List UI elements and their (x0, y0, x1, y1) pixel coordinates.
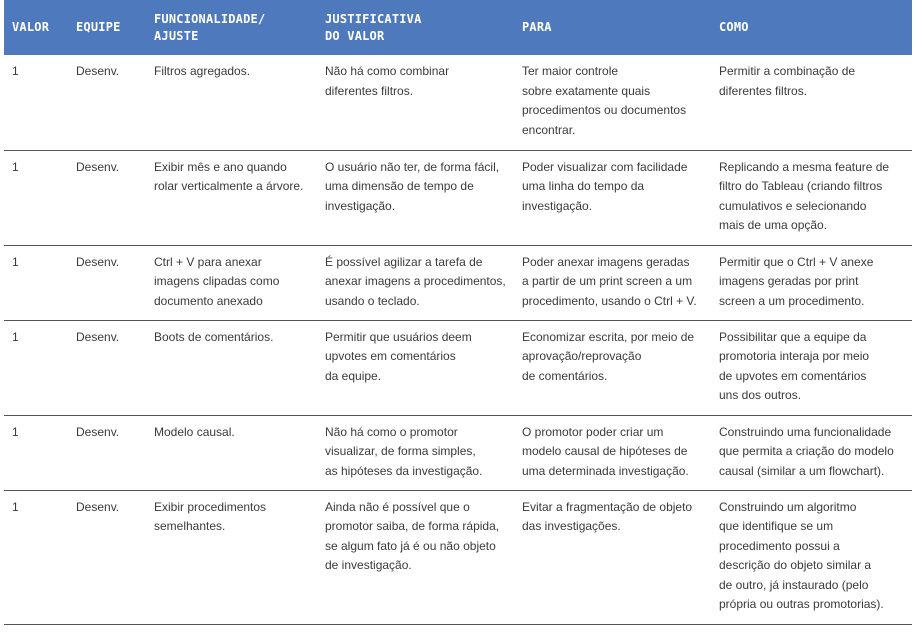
cell-funcionalidade: Filtros agregados. (146, 55, 317, 150)
header-equipe: EQUIPE (68, 0, 146, 55)
cell-como: Permitir que o Ctrl + V anexe imagens geradas por print screen a um procedimento. (711, 245, 912, 320)
table-header (4, 0, 912, 55)
cell-para: Poder visualizar com facilidade uma linha do tempo da investigação. (514, 150, 711, 245)
cell-valor: 1 (4, 150, 68, 245)
table-row (4, 150, 912, 245)
cell-para: Economizar escrita, por meio de aprovação/reprovação de comentários. (514, 320, 711, 415)
table-row (4, 245, 912, 320)
cell-para: Ter maior controle sobre exatamente quais procedimentos ou documentos encontrar. (514, 55, 711, 150)
header-valor: VALOR (4, 0, 68, 55)
table-row (4, 415, 912, 490)
cell-funcionalidade: Boots de comentários. (146, 320, 317, 415)
cell-para: O promotor poder criar um modelo causal de hipóteses de uma determinada investigação. (514, 415, 711, 490)
header-como: COMO (711, 0, 912, 55)
table-row (4, 55, 912, 150)
header-para: PARA (514, 0, 711, 55)
header-funcionalidade: FUNCIONALIDADE/ AJUSTE (146, 0, 317, 55)
cell-como: Possibilitar que a equipe da promotoria interaja por meio de upvotes em comentários uns dos outros. (711, 320, 912, 415)
cell-justificativa: Não há como combinar diferentes filtros. (317, 55, 514, 150)
cell-equipe: Desenv. (68, 320, 146, 415)
cell-como: Replicando a mesma feature de filtro do Tableau (criando filtros cumulativos e selecionando mais de uma opção. (711, 150, 912, 245)
cell-equipe: Desenv. (68, 245, 146, 320)
requirements-table (4, 0, 912, 625)
cell-funcionalidade: Exibir mês e ano quando rolar verticalmente a árvore. (146, 150, 317, 245)
cell-como: Permitir a combinação de diferentes filtros. (711, 55, 912, 150)
header-justificativa: JUSTIFICATIVA DO VALOR (317, 0, 514, 55)
cell-equipe: Desenv. (68, 150, 146, 245)
cell-valor: 1 (4, 320, 68, 415)
cell-como: Construindo uma funcionalidade que permita a criação do modelo causal (similar a um flowchart). (711, 415, 912, 490)
header-row (4, 0, 912, 55)
cell-equipe: Desenv. (68, 415, 146, 490)
cell-funcionalidade: Ctrl + V para anexar imagens clipadas como documento anexado (146, 245, 317, 320)
cell-justificativa: O usuário não ter, de forma fácil, uma dimensão de tempo de investigação. (317, 150, 514, 245)
cell-justificativa: É possível agilizar a tarefa de anexar imagens a procedimentos, usando o teclado. (317, 245, 514, 320)
cell-valor: 1 (4, 415, 68, 490)
cell-equipe: Desenv. (68, 55, 146, 150)
cell-como: Construindo um algoritmo que identifique se um procedimento possui a descrição do objeto similar a de outro, já instaurado (pelo própria ou outras promotorias). (711, 490, 912, 624)
cell-valor: 1 (4, 245, 68, 320)
table-row (4, 320, 912, 415)
cell-valor: 1 (4, 55, 68, 150)
cell-justificativa: Permitir que usuários deem upvotes em comentários da equipe. (317, 320, 514, 415)
cell-justificativa: Ainda não é possível que o promotor saiba, de forma rápida, se algum fato já é ou não objeto de investigação. (317, 490, 514, 624)
cell-para: Evitar a fragmentação de objeto das investigações. (514, 490, 711, 624)
cell-funcionalidade: Modelo causal. (146, 415, 317, 490)
table-row (4, 490, 912, 624)
cell-valor: 1 (4, 490, 68, 624)
cell-funcionalidade: Exibir procedimentos semelhantes. (146, 490, 317, 624)
cell-equipe: Desenv. (68, 490, 146, 624)
table-body (4, 55, 912, 624)
cell-para: Poder anexar imagens geradas a partir de um print screen a um procedimento, usando o Ctrl + V. (514, 245, 711, 320)
cell-justificativa: Não há como o promotor visualizar, de forma simples, as hipóteses da investigação. (317, 415, 514, 490)
